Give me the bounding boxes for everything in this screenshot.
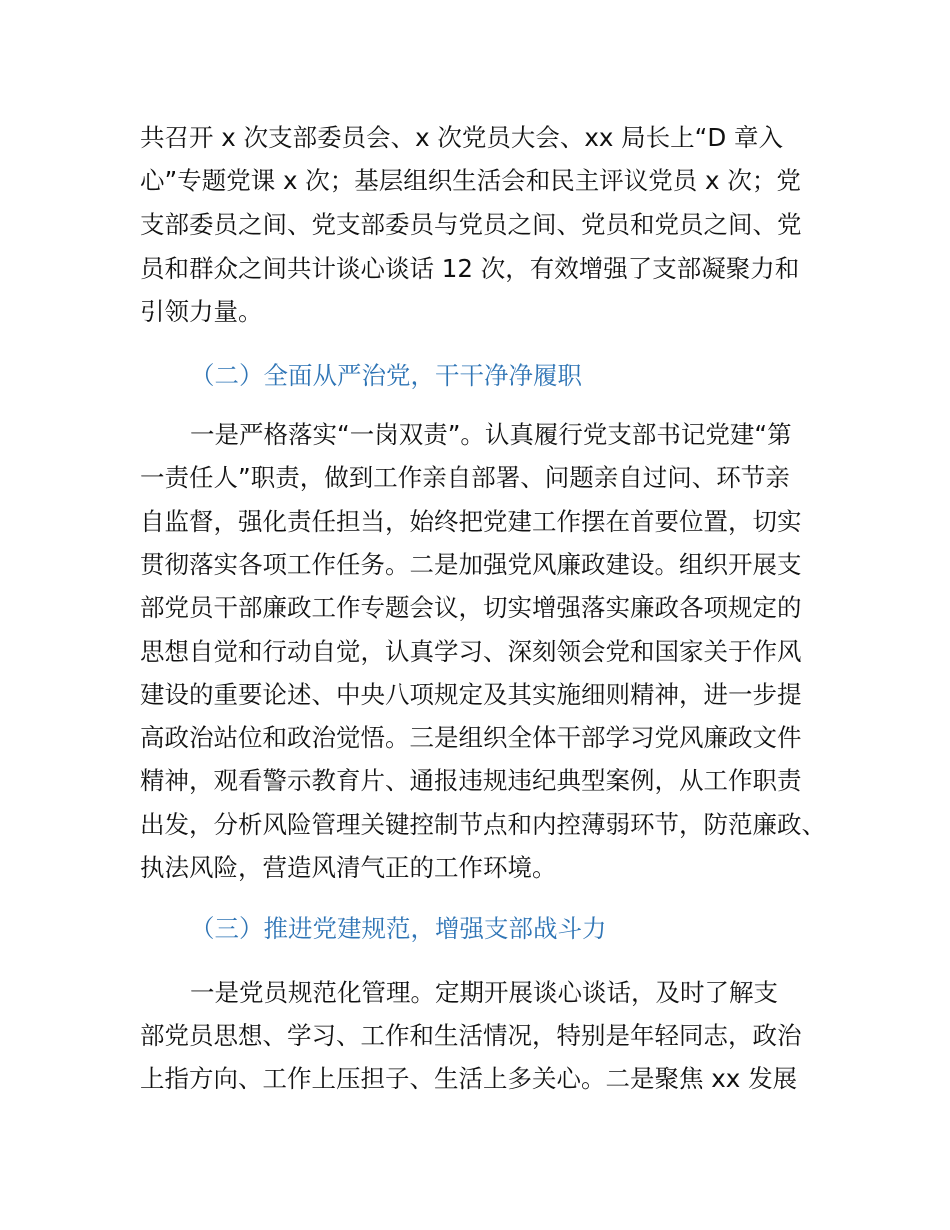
paragraph-line: 部党员思想、学习、工作和生活情况，特别是年轻同志，政治 [140, 1021, 802, 1050]
paragraph-line: 精神，观看警示教育片、通报违规违纪典型案例，从工作职责 [140, 766, 802, 795]
section-heading-2: （二）全面从严治党，干干净净履职 [190, 361, 582, 390]
paragraph-line: 上指方向、工作上压担子、生活上多关心。二是聚焦 xx 发展 [140, 1064, 798, 1093]
paragraph-line: 支部委员之间、党支部委员与党员之间、党员和党员之间、党 [140, 210, 802, 239]
paragraph-line: 部党员干部廉政工作专题会议，切实增强落实廉政各项规定的 [140, 593, 802, 622]
paragraph-line: 一是党员规范化管理。定期开展谈心谈话，及时了解支 [190, 978, 778, 1007]
section-heading-3: （三）推进党建规范，增强支部战斗力 [190, 914, 607, 943]
paragraph-line: 高政治站位和政治觉悟。三是组织全体干部学习党风廉政文件 [140, 723, 802, 752]
paragraph-line: 一责任人”职责，做到工作亲自部署、问题亲自过问、环节亲 [140, 463, 790, 492]
paragraph-line: 执法风险，营造风清气正的工作环境。 [140, 853, 557, 882]
paragraph-line: 思想自觉和行动自觉，认真学习、深刻领会党和国家关于作风 [140, 637, 802, 666]
paragraph-line: 建设的重要论述、中央八项规定及其实施细则精神，进一步提 [140, 680, 802, 709]
paragraph-line: 一是严格落实“一岗双责”。认真履行党支部书记党建“第 [190, 420, 792, 449]
paragraph-line: 引领力量。 [140, 297, 263, 326]
paragraph-line: 自监督，强化责任担当，始终把党建工作摆在首要位置，切实 [140, 507, 802, 536]
paragraph-line: 贯彻落实各项工作任务。二是加强党风廉政建设。组织开展支 [140, 550, 802, 579]
paragraph-line: 心”专题党课 x 次；基层组织生活会和民主评议党员 x 次；党 [140, 166, 801, 195]
paragraph-line: 员和群众之间共计谈心谈话 12 次，有效增强了支部凝聚力和 [140, 254, 800, 283]
paragraph-line: 出发，分析风险管理关键控制节点和内控薄弱环节，防范廉政、 [140, 810, 826, 839]
paragraph-line: 共召开 x 次支部委员会、x 次党员大会、xx 局长上“D 章入 [140, 123, 783, 152]
